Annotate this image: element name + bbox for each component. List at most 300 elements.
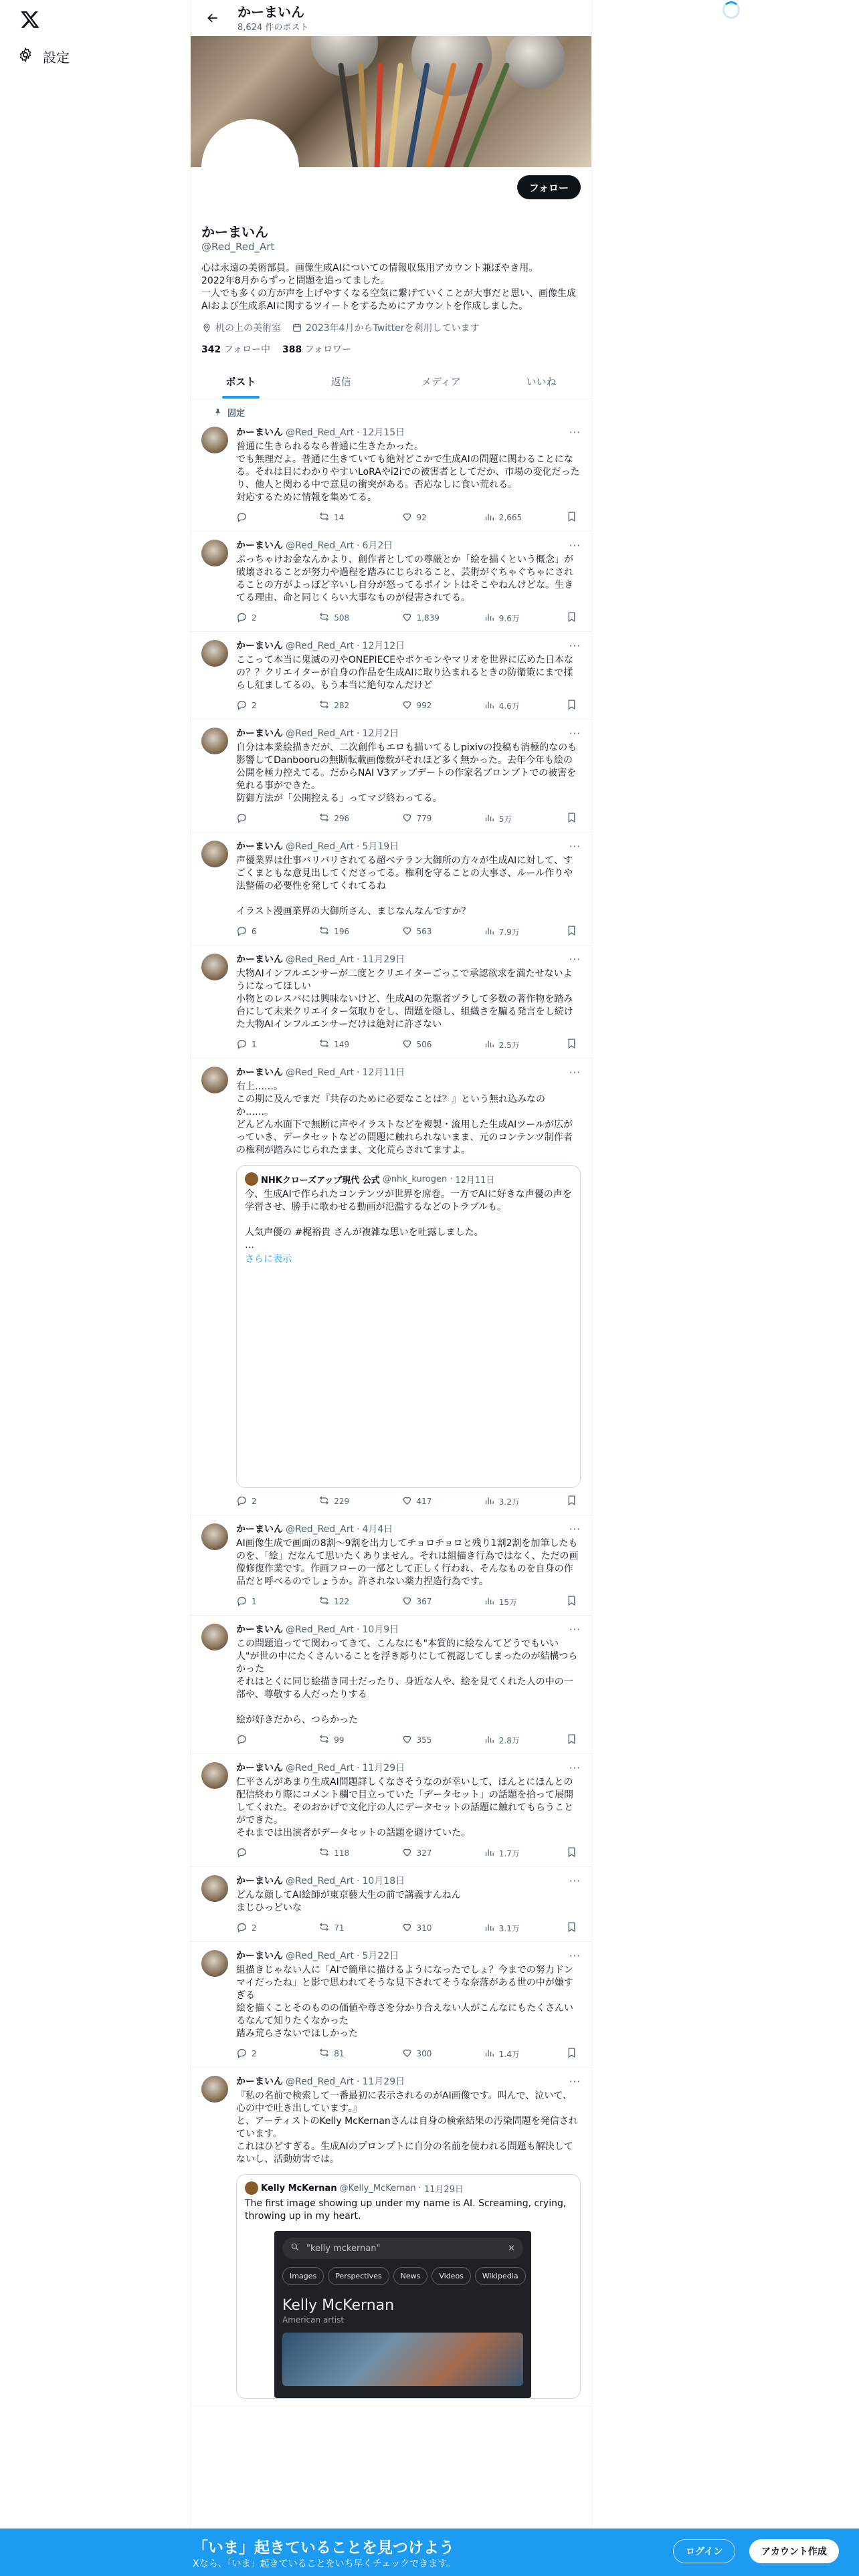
reply-button[interactable] bbox=[236, 1733, 290, 1747]
repost-button[interactable]: 118 bbox=[318, 1846, 372, 1860]
tweet-text: どんな顔してAI絵師が東京藝大生の前で講義すんねん まじひっどいな bbox=[236, 1890, 461, 1913]
repost-icon bbox=[318, 1846, 330, 1860]
repost-icon bbox=[318, 2047, 330, 2060]
views-button[interactable]: 9.6万 bbox=[484, 611, 537, 625]
tweet-text: 普通に生きられるなら普通に生きたかった。 でも無理だよ。普通に生きていても絶対どこかで生成AIの問題に関わることになる。それは目にわかりやすいLoRAやi2iでの被害者としてだか、市場の変化だったり、他人と関わる中で意見の衝突がある。否応なしに食い荒れる。 対応するために情報を集めてる。 bbox=[236, 441, 580, 503]
tweet-author-name[interactable]: かーまいん bbox=[236, 1951, 283, 1961]
tweet-text: この問題追ってて関わってきて、こんなにも"本質的に絵なんてどうでもいい人"が世の中にたくさんいることを浮き彫りにして視認してしまったのが結構つらかった それはとくに同じ絵描き同士だったり、身近な人や、絵を見てくれた人の中の一部や、尊敬する人だったりする 絵が好きだから、つらかった bbox=[236, 1638, 578, 1725]
views-icon bbox=[484, 1495, 495, 1508]
reply-icon bbox=[236, 812, 248, 825]
repost-button[interactable]: 229 bbox=[318, 1495, 372, 1508]
signup-banner-title: 「いま」起きていることを見つけよう bbox=[193, 2539, 454, 2557]
reply-button[interactable] bbox=[236, 812, 290, 825]
quoted-date: 11月29日 bbox=[423, 2184, 464, 2195]
avatar[interactable] bbox=[201, 2076, 228, 2103]
profile-handle: @Red_Red_Art bbox=[201, 241, 275, 253]
heart-icon bbox=[401, 925, 413, 938]
profile-name: かーまいん bbox=[201, 224, 268, 240]
tweet-author-handle[interactable]: @Red_Red_Art bbox=[286, 1951, 355, 1961]
reply-button[interactable]: 1 bbox=[236, 1038, 290, 1051]
reply-icon bbox=[236, 1733, 248, 1747]
tweet-body bbox=[236, 1950, 581, 2060]
repost-button[interactable]: 149 bbox=[318, 1038, 372, 1051]
search-chip: Perspectives bbox=[328, 2267, 389, 2285]
tweet-body bbox=[236, 954, 581, 1051]
tweet-body bbox=[236, 640, 581, 712]
tweet-date[interactable]: 5月19日 bbox=[362, 841, 399, 852]
more-options-icon[interactable]: ··· bbox=[569, 1950, 581, 1962]
repost-button[interactable]: 81 bbox=[318, 2047, 372, 2060]
tweet-date[interactable]: 4月4日 bbox=[362, 1524, 393, 1535]
tweet-body bbox=[236, 1624, 581, 1747]
reply-button[interactable]: 2 bbox=[236, 611, 290, 625]
tab-replies[interactable]: 返信 bbox=[330, 375, 351, 388]
quoted-media[interactable] bbox=[237, 1271, 580, 1487]
tweet-text: 組描きじゃない人に「AIで簡単に描けるようになったでしょ？今までの努力ドンマイだったね」と影で思われてそうな見下されてそうな奈落がある世の中が嫌すぎる 絵を描くことそのものの価値や尊さを分かり合えない人がこんなにもたくさんいるなんて知りたくなかった 踏み荒らさないでほしかった bbox=[236, 1965, 573, 2039]
bookmark-icon bbox=[566, 1595, 577, 1608]
repost-button[interactable]: 196 bbox=[318, 925, 372, 938]
quoted-avatar bbox=[245, 2181, 258, 2195]
bookmark-icon bbox=[566, 812, 577, 825]
tweet-actions bbox=[236, 925, 581, 938]
tweet-author-handle[interactable]: @Red_Red_Art bbox=[286, 1067, 355, 1078]
repost-button[interactable]: 122 bbox=[318, 1595, 372, 1608]
header-post-count: 8,624 件のポスト bbox=[237, 22, 309, 33]
views-button[interactable]: 1.7万 bbox=[484, 1846, 537, 1860]
heart-icon bbox=[401, 1038, 413, 1051]
tweet-header: かーまいん @Red_Red_Art · 5月22日 bbox=[236, 1951, 399, 1961]
reply-button[interactable]: 6 bbox=[236, 925, 290, 938]
tweet-author-handle[interactable]: @Red_Red_Art bbox=[286, 540, 355, 551]
more-options-icon[interactable]: ··· bbox=[569, 1067, 581, 1079]
tweet-body bbox=[236, 1875, 581, 1935]
heart-icon bbox=[401, 1846, 413, 1860]
more-options-icon[interactable]: ··· bbox=[569, 841, 581, 853]
profile-follow-stats bbox=[201, 342, 581, 356]
heart-icon bbox=[401, 699, 413, 712]
quoted-avatar bbox=[245, 1172, 258, 1186]
bookmark-icon bbox=[566, 1921, 577, 1935]
gear-icon bbox=[17, 47, 33, 66]
quoted-tweet-header: Kelly McKernan @Kelly_McKernan · 11月29日 bbox=[237, 2175, 580, 2195]
bookmark-icon bbox=[566, 699, 577, 712]
views-icon bbox=[484, 1846, 495, 1860]
bookmark-button[interactable] bbox=[566, 925, 578, 938]
avatar[interactable] bbox=[201, 1523, 228, 1550]
views-button[interactable]: 3.1万 bbox=[484, 1921, 537, 1935]
followers-link[interactable]: 388 フォロワー bbox=[282, 344, 351, 355]
tweet[interactable] bbox=[191, 833, 591, 946]
repost-button[interactable]: 282 bbox=[318, 699, 372, 712]
views-button[interactable]: 2.5万 bbox=[484, 1038, 537, 1051]
left-nav bbox=[0, 0, 190, 2576]
views-icon bbox=[484, 611, 495, 625]
bookmark-button[interactable] bbox=[566, 812, 578, 825]
like-button[interactable]: 506 bbox=[401, 1038, 455, 1051]
views-button[interactable]: 4.6万 bbox=[484, 699, 537, 712]
more-options-icon[interactable]: ··· bbox=[569, 1523, 581, 1535]
like-button[interactable]: 417 bbox=[401, 1495, 455, 1508]
views-button[interactable]: 2.8万 bbox=[484, 1733, 537, 1747]
tweet-author-name[interactable]: かーまいん bbox=[236, 728, 283, 739]
tweet-author-name[interactable]: かーまいん bbox=[236, 427, 283, 438]
tweet-body bbox=[236, 841, 581, 938]
more-options-icon[interactable]: ··· bbox=[569, 2076, 581, 2088]
repost-icon bbox=[318, 925, 330, 938]
avatar[interactable] bbox=[201, 1875, 228, 1902]
like-button[interactable]: 992 bbox=[401, 699, 455, 712]
bookmark-button[interactable] bbox=[566, 1846, 578, 1860]
bookmark-button[interactable] bbox=[566, 1595, 578, 1608]
like-button[interactable]: 300 bbox=[401, 2047, 455, 2060]
more-options-icon[interactable]: ··· bbox=[569, 427, 581, 439]
tweet-author-name[interactable]: かーまいん bbox=[236, 1763, 283, 1774]
quoted-author-name: NHKクローズアップ現代 公式 bbox=[261, 1175, 380, 1186]
tweet-body bbox=[236, 540, 581, 625]
tweet-body bbox=[236, 1067, 581, 1508]
quoted-text: 今、生成AIで作られたコンテンツが世界を席巻。一方でAIに好きな声優の声を学習させ、勝手に歌わせる動画が氾濫するなどのトラブルも。 人気声優の #梶裕貴 さんが複雑な思いを吐露しました。 … bbox=[245, 1189, 572, 1251]
tweet-actions bbox=[236, 1495, 581, 1508]
bookmark-icon bbox=[566, 1733, 577, 1747]
repost-button[interactable]: 14 bbox=[318, 511, 372, 524]
reply-icon bbox=[236, 1595, 248, 1608]
views-button[interactable]: 5万 bbox=[484, 812, 537, 825]
bookmark-icon bbox=[566, 511, 577, 524]
more-options-icon[interactable]: ··· bbox=[569, 1624, 581, 1636]
screenshot-artwork bbox=[282, 2333, 523, 2386]
tweet-date[interactable]: 12月11日 bbox=[362, 1067, 405, 1078]
loading-spinner-icon bbox=[723, 1, 740, 19]
screenshot-title: Kelly McKernan bbox=[282, 2297, 395, 2314]
tweet-text: ぶっちゃけお金なんかより、創作者としての尊厳とか「絵を描くという概念」が破壊されることが努力や過程を踏みにじられること、芸術がぐちゃぐちゃにされることの方がよっぽど辛いし自分が怒ってるポイントはそこやねんけどな。生きてる理由、命と同じくらい大事なものが侵害されてる。 bbox=[236, 554, 573, 603]
repost-icon bbox=[318, 812, 330, 825]
settings-link[interactable] bbox=[17, 47, 70, 66]
reply-button[interactable]: 2 bbox=[236, 2047, 290, 2060]
more-options-icon[interactable]: ··· bbox=[569, 728, 581, 740]
avatar[interactable] bbox=[201, 1067, 228, 1093]
reply-button[interactable] bbox=[236, 511, 290, 524]
tweet-author-handle[interactable]: @Red_Red_Art bbox=[286, 1624, 355, 1635]
avatar[interactable] bbox=[201, 1950, 228, 1977]
heart-icon bbox=[401, 1733, 413, 1747]
quoted-screenshot[interactable] bbox=[274, 2231, 531, 2398]
tweet-date[interactable]: 10月9日 bbox=[362, 1624, 399, 1635]
login-button[interactable]: ログイン bbox=[673, 2539, 735, 2563]
tweet-actions bbox=[236, 1595, 581, 1608]
quoted-date: 12月11日 bbox=[455, 1175, 495, 1186]
screenshot-subtitle: American artist bbox=[282, 2315, 345, 2325]
tweet[interactable] bbox=[191, 532, 591, 632]
tweet-author-handle[interactable]: @Red_Red_Art bbox=[286, 641, 355, 651]
repost-icon bbox=[318, 611, 330, 625]
screenshot-chips bbox=[282, 2267, 523, 2285]
reply-button[interactable]: 1 bbox=[236, 1595, 290, 1608]
bookmark-icon bbox=[566, 1038, 577, 1051]
views-icon bbox=[484, 925, 495, 938]
pinned-label: 固定 bbox=[191, 399, 591, 419]
tweet-author-name[interactable]: かーまいん bbox=[236, 1524, 283, 1535]
views-button[interactable]: 15万 bbox=[484, 1595, 537, 1608]
location-pin-icon bbox=[201, 322, 212, 333]
tweet-actions bbox=[236, 2047, 581, 2060]
tweet-text: 仁平さんがあまり生成AI問題詳しくなさそうなのが幸いして、ほんとにほんとの配信終わり際にコメント欄で目立っていた「データセット」の話題を拾って展開してくれた。そのおかげで文化庁の人にデータセットの話題に触れてもらうことができた。 それまでは出演者がデータセットの話題を避けていた。 bbox=[236, 1777, 573, 1838]
back-button[interactable] bbox=[201, 7, 224, 29]
screenshot-search-box: "kelly mckernan" ✕ bbox=[282, 2238, 523, 2259]
repost-icon bbox=[318, 1495, 330, 1508]
tweet[interactable] bbox=[191, 1059, 591, 1515]
follow-button[interactable]: フォロー bbox=[517, 175, 581, 199]
tweet-actions bbox=[236, 812, 581, 825]
reply-button[interactable]: 2 bbox=[236, 1495, 290, 1508]
views-icon bbox=[484, 699, 495, 712]
bookmark-icon bbox=[566, 2047, 577, 2060]
like-button[interactable]: 355 bbox=[401, 1733, 455, 1747]
like-button[interactable]: 310 bbox=[401, 1921, 455, 1935]
reply-icon bbox=[236, 1846, 248, 1860]
more-options-icon[interactable]: ··· bbox=[569, 1762, 581, 1774]
search-chip: Videos bbox=[432, 2267, 471, 2285]
tweet[interactable] bbox=[191, 1867, 591, 1942]
views-button[interactable]: 2,665 bbox=[484, 511, 537, 524]
tweet-header: かーまいん @Red_Red_Art · 11月29日 bbox=[236, 1763, 405, 1774]
tweet-actions bbox=[236, 611, 581, 625]
tweet-text: 大物AIインフルエンサーが二度とクリエイターごっこで承認欲求を満たせないようになってほしい 小物とのレスバには興味ないけど、生成AIの先駆者ヅラして多数の著作物を踏み台にして未来クリエイター気取りをし、問題を隠し、組織さを騙る発言をし続けた大物AIインフルエンサーだけは絶対に許さない bbox=[236, 968, 573, 1030]
tweet-text: 右上……。 この期に及んでまだ『共存のために必要なことは？』という無れ込みなのか……。 どんどん水面下で無断に声やイラストなどを複製・流用した生成AIツールが広がっていき、データセットなどの問題に触れられないまま、元のコンテンツ制作者の権利が踏みにじられたまま、文化荒らされてますよ。 bbox=[236, 1081, 573, 1156]
heart-icon bbox=[401, 611, 413, 625]
profile-tabs bbox=[191, 364, 591, 399]
tweet[interactable] bbox=[191, 1754, 591, 1867]
tweet-author-handle[interactable]: @Red_Red_Art bbox=[286, 954, 355, 965]
bookmark-icon bbox=[566, 1495, 577, 1508]
tweet-header: かーまいん @Red_Red_Art · 10月18日 bbox=[236, 1876, 405, 1887]
like-button[interactable]: 1,839 bbox=[401, 611, 455, 625]
profile-location: 机の上の美術室 bbox=[201, 321, 281, 334]
tweet-date[interactable]: 10月18日 bbox=[362, 1876, 405, 1887]
following-link[interactable]: 342 フォロー中 bbox=[201, 344, 270, 355]
pin-icon bbox=[213, 408, 222, 417]
profile-avatar[interactable] bbox=[201, 119, 299, 217]
tweet-text: ここって本当に鬼滅の刃やONEPIECEやポケモンやマリオを世界に広めた日本なの？？クリエイターが自身の作品を生成AIに取り込まれるときの防衛策にまで揉らし紅ましてるの、もう本当に絶句なんだけど bbox=[236, 655, 573, 691]
tweet-date[interactable]: 12月12日 bbox=[362, 641, 405, 651]
tweet-actions bbox=[236, 511, 581, 524]
header-title: かーまいん bbox=[237, 3, 304, 20]
tweet-actions bbox=[236, 1921, 581, 1935]
tweet-author-name[interactable]: かーまいん bbox=[236, 1067, 283, 1078]
tweet-author-name[interactable]: かーまいん bbox=[236, 1624, 283, 1635]
views-button[interactable]: 1.4万 bbox=[484, 2047, 537, 2060]
repost-icon bbox=[318, 511, 330, 524]
tweet-author-handle[interactable]: @Red_Red_Art bbox=[286, 1876, 355, 1887]
tab-posts[interactable]: ポスト bbox=[191, 364, 291, 399]
bookmark-icon bbox=[566, 1846, 577, 1860]
repost-icon bbox=[318, 1038, 330, 1051]
settings-label: 設定 bbox=[43, 49, 70, 66]
views-icon bbox=[484, 1038, 495, 1051]
more-options-icon[interactable]: ··· bbox=[569, 540, 581, 552]
tweet-header: かーまいん @Red_Red_Art · 11月29日 bbox=[236, 2076, 405, 2087]
tweet-header: かーまいん @Red_Red_Art · 6月2日 bbox=[236, 540, 393, 551]
tweet-date[interactable]: 6月2日 bbox=[362, 540, 393, 551]
tweet[interactable] bbox=[191, 946, 591, 1059]
tweet-date[interactable]: 12月15日 bbox=[362, 427, 405, 438]
views-icon bbox=[484, 812, 495, 825]
bookmark-icon bbox=[566, 925, 577, 938]
signup-banner-subtitle: Xなら、「いま」起きていることをいち早くチェックできます。 bbox=[193, 2559, 456, 2569]
avatar[interactable] bbox=[201, 1762, 228, 1789]
reply-icon bbox=[236, 1921, 248, 1935]
tweet-author-name[interactable]: かーまいん bbox=[236, 641, 283, 651]
reply-icon bbox=[236, 2047, 248, 2060]
tweet-body bbox=[236, 2076, 581, 2399]
heart-icon bbox=[401, 1921, 413, 1935]
top-bar bbox=[191, 0, 591, 36]
quoted-author-name: Kelly McKernan bbox=[261, 2183, 337, 2193]
search-chip: Wikipedia bbox=[475, 2267, 526, 2285]
calendar-icon bbox=[292, 322, 302, 333]
repost-button[interactable]: 296 bbox=[318, 812, 372, 825]
quoted-text: The first image showing up under my name is AI. Screaming, crying, throwing up in my heart. bbox=[245, 2198, 569, 2222]
reply-icon bbox=[236, 511, 248, 524]
tweet-actions bbox=[236, 1733, 581, 1747]
timeline bbox=[191, 399, 591, 2406]
reply-button[interactable] bbox=[236, 1846, 290, 1860]
heart-icon bbox=[401, 812, 413, 825]
more-options-icon[interactable]: ··· bbox=[569, 640, 581, 652]
tweet-date[interactable]: 11月29日 bbox=[362, 2076, 405, 2087]
tweet-header: かーまいん @Red_Red_Art · 11月29日 bbox=[236, 954, 405, 965]
tweet-author-name[interactable]: かーまいん bbox=[236, 540, 283, 551]
more-options-icon[interactable]: ··· bbox=[569, 954, 581, 966]
create-account-button[interactable]: アカウント作成 bbox=[749, 2539, 839, 2563]
tweet[interactable] bbox=[191, 2068, 591, 2406]
tweet-header: かーまいん @Red_Red_Art · 12月11日 bbox=[236, 1067, 405, 1078]
more-options-icon[interactable]: ··· bbox=[569, 1875, 581, 1887]
bookmark-button[interactable] bbox=[566, 611, 578, 625]
tweet-header: かーまいん @Red_Red_Art · 10月9日 bbox=[236, 1624, 399, 1635]
show-more-link[interactable]: さらに表示 bbox=[245, 1254, 292, 1265]
avatar[interactable] bbox=[201, 427, 228, 453]
tweet-date[interactable]: 11月29日 bbox=[362, 1763, 405, 1774]
bookmark-button[interactable] bbox=[566, 2047, 578, 2060]
like-button[interactable]: 92 bbox=[401, 511, 455, 524]
bookmark-button[interactable] bbox=[566, 511, 578, 524]
repost-icon bbox=[318, 1921, 330, 1935]
tweet-header: かーまいん @Red_Red_Art · 5月19日 bbox=[236, 841, 399, 852]
search-chip: Images bbox=[282, 2267, 324, 2285]
tweet-author-name[interactable]: かーまいん bbox=[236, 2076, 283, 2087]
tweet-text: 声優業界は仕事バリバリされてる超ベテラン大御所の方々が生成AIに対して、すごくまともな意見出してくださってる。権利を守ることの大事さ、ルール作りや法整備の必要性を発してくれてるね イラスト漫画業界の大御所さん、まじなんなんですか？ bbox=[236, 855, 573, 917]
tweet-author-name[interactable]: かーまいん bbox=[236, 1876, 283, 1887]
tweet-text: AI画像生成で画面の8割〜9割を出力してチョロチョロと残り1割2割を加筆したものを、「絵」だなんて思いたくありません。それは組描き行為ではなく、ただの画像修復作業です。作画フローの一部として正しく行われ、そんなものを自身の作品だと呼べるのでしょうか。許されない薬力捏造行為です。 bbox=[236, 1538, 579, 1587]
tweet-header: かーまいん @Red_Red_Art · 12月2日 bbox=[236, 728, 399, 739]
quoted-tweet[interactable] bbox=[236, 2174, 581, 2399]
search-icon bbox=[290, 2242, 300, 2254]
tab-media[interactable]: メディア bbox=[421, 375, 461, 388]
tweet-author-handle[interactable]: @Red_Red_Art bbox=[286, 728, 355, 739]
tweet-author-handle[interactable]: @Red_Red_Art bbox=[286, 1763, 355, 1774]
repost-icon bbox=[318, 1595, 330, 1608]
tab-likes[interactable]: いいね bbox=[526, 375, 557, 388]
views-button[interactable]: 7.9万 bbox=[484, 925, 537, 938]
tweet-actions bbox=[236, 1038, 581, 1051]
bookmark-icon bbox=[566, 611, 577, 625]
tweet-author-name[interactable]: かーまいん bbox=[236, 841, 283, 852]
heart-icon bbox=[401, 1595, 413, 1608]
views-button[interactable]: 3.2万 bbox=[484, 1495, 537, 1508]
like-button[interactable]: 563 bbox=[401, 925, 455, 938]
close-icon: ✕ bbox=[508, 2243, 515, 2254]
reply-button[interactable]: 2 bbox=[236, 699, 290, 712]
like-button[interactable]: 327 bbox=[401, 1846, 455, 1860]
tweet-body bbox=[236, 427, 581, 524]
tweet[interactable] bbox=[191, 1515, 591, 1616]
search-chip: News bbox=[393, 2267, 428, 2285]
tweet-text: 『私の名前で検索して一番最初に表示されるのがAI画像です。叫んで、泣いて、心の中で吐き出しています。』 と、アーティストのKelly McKernanさんは自身の検索結果の汚染問題を発信されています。 これはひどすぎる。生成AIのプロンプトに自分の名前を使われる問題も解決してないし、活動妨害では。 bbox=[236, 2090, 578, 2165]
bookmark-button[interactable] bbox=[566, 1038, 578, 1051]
tweet-author-handle[interactable]: @Red_Red_Art bbox=[286, 1524, 355, 1535]
tweet-author-name[interactable]: かーまいん bbox=[236, 954, 283, 965]
reply-icon bbox=[236, 1495, 248, 1508]
x-logo-icon[interactable] bbox=[20, 9, 40, 29]
tweet-actions bbox=[236, 699, 581, 712]
avatar[interactable] bbox=[201, 954, 228, 980]
profile-bio: 心は永遠の美術部員。画像生成AIについての情報収集用アカウント兼ぼやき用。 2022年8月からずっと問題を追ってました。 一人でも多くの方が声を上げやすくなる空気に繋げていくことが大事だと思い、画像生成AIおよび生成系AIに関するツイートをするためにアカウントを作成しました。 bbox=[201, 263, 576, 312]
tweet[interactable] bbox=[191, 720, 591, 833]
tweet-author-handle[interactable]: @Red_Red_Art bbox=[286, 427, 355, 438]
repost-button[interactable]: 508 bbox=[318, 611, 372, 625]
bookmark-button[interactable] bbox=[566, 1733, 578, 1747]
heart-icon bbox=[401, 2047, 413, 2060]
like-button[interactable]: 779 bbox=[401, 812, 455, 825]
heart-icon bbox=[401, 511, 413, 524]
tweet-author-handle[interactable]: @Red_Red_Art bbox=[286, 2076, 355, 2087]
tweet-header: かーまいん @Red_Red_Art · 12月15日 bbox=[236, 427, 405, 438]
reply-button[interactable]: 2 bbox=[236, 1921, 290, 1935]
bookmark-button[interactable] bbox=[566, 699, 578, 712]
repost-button[interactable]: 71 bbox=[318, 1921, 372, 1935]
tweet-actions bbox=[236, 1846, 581, 1860]
arrow-left-icon bbox=[206, 11, 219, 25]
views-icon bbox=[484, 1733, 495, 1747]
tweet-body bbox=[236, 1523, 581, 1608]
avatar[interactable] bbox=[201, 640, 228, 667]
tweet[interactable] bbox=[191, 632, 591, 720]
repost-button[interactable]: 99 bbox=[318, 1733, 372, 1747]
quoted-author-handle: @Kelly_McKernan bbox=[339, 2183, 416, 2193]
tweet[interactable] bbox=[191, 419, 591, 532]
tweet-date[interactable]: 12月2日 bbox=[362, 728, 399, 739]
tweet-body bbox=[236, 1762, 581, 1860]
bookmark-button[interactable] bbox=[566, 1495, 578, 1508]
views-icon bbox=[484, 1921, 495, 1935]
tweet-date[interactable]: 11月29日 bbox=[362, 954, 405, 965]
tweet[interactable] bbox=[191, 1942, 591, 2068]
tweet-author-handle[interactable]: @Red_Red_Art bbox=[286, 841, 355, 852]
reply-icon bbox=[236, 1038, 248, 1051]
like-button[interactable]: 367 bbox=[401, 1595, 455, 1608]
quoted-tweet[interactable] bbox=[236, 1165, 581, 1488]
views-icon bbox=[484, 1595, 495, 1608]
reply-icon bbox=[236, 699, 248, 712]
quoted-tweet-header: NHKクローズアップ現代 公式 @nhk_kurogen · 12月11日 bbox=[237, 1166, 580, 1186]
tweet-date[interactable]: 5月22日 bbox=[362, 1951, 399, 1961]
avatar[interactable] bbox=[201, 841, 228, 867]
avatar[interactable] bbox=[201, 1624, 228, 1650]
avatar[interactable] bbox=[201, 540, 228, 566]
bookmark-button[interactable] bbox=[566, 1921, 578, 1935]
avatar[interactable] bbox=[201, 728, 228, 754]
tweet[interactable] bbox=[191, 1616, 591, 1754]
